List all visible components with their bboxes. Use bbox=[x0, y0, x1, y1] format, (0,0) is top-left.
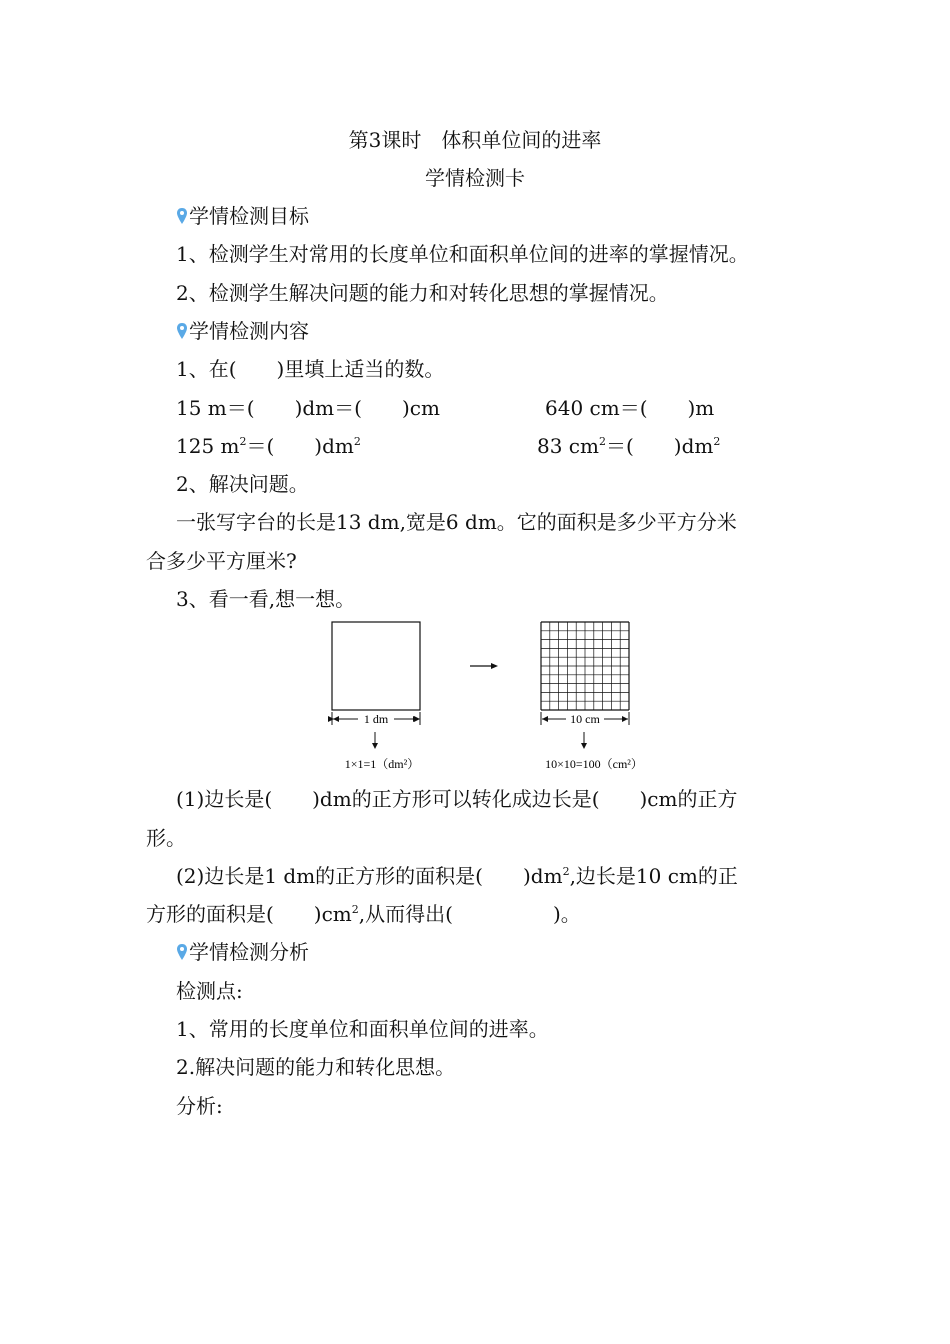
right-formula: 10×10=100（cm²） bbox=[545, 757, 643, 771]
question-1d bbox=[537, 432, 720, 460]
question-1c bbox=[176, 432, 361, 460]
q1c-pre: 125 m bbox=[176, 434, 240, 458]
superscript-2: 2 bbox=[562, 865, 570, 878]
analysis-label: 分析: bbox=[176, 1094, 223, 1118]
superscript-2: 2 bbox=[598, 435, 606, 448]
check-points-label: 检测点: bbox=[176, 979, 243, 1003]
page-subtitle: 学情检测卡 bbox=[425, 166, 525, 190]
q3p2-pre: (2)边长是1 dm的正方形的面积是( )dm bbox=[176, 864, 563, 888]
superscript-2: 2 bbox=[239, 435, 247, 448]
content-section-heading bbox=[176, 317, 309, 345]
q1d-pre: 83 cm bbox=[537, 434, 599, 458]
question-3-part-2 bbox=[176, 862, 738, 890]
left-formula: 1×1=1（dm²） bbox=[344, 757, 420, 771]
question-3-part-1: (1)边长是( )dm的正方形可以转化成边长是( )cm的正方 bbox=[176, 787, 738, 811]
unit-conversion-figure bbox=[320, 612, 660, 777]
location-pin-icon bbox=[176, 207, 188, 225]
analysis-heading-text: 学情检测分析 bbox=[189, 940, 309, 964]
superscript-2: 2 bbox=[351, 903, 359, 916]
question-2-text-cont: 合多少平方厘米? bbox=[146, 549, 297, 573]
q3p2-post: ,边长是10 cm的正 bbox=[569, 864, 738, 888]
goal-section-heading bbox=[176, 202, 309, 230]
question-1-prompt: 1、在( )里填上适当的数。 bbox=[176, 357, 445, 381]
superscript-2: 2 bbox=[353, 435, 361, 448]
location-pin-icon bbox=[176, 322, 188, 340]
goal-heading-text: 学情检测目标 bbox=[189, 204, 309, 228]
q1d-mid: ＝( )dm bbox=[605, 434, 714, 458]
content-heading-text: 学情检测内容 bbox=[189, 319, 309, 343]
one-dm-square bbox=[332, 622, 420, 710]
q3p2-line2-pre: 方形的面积是( )cm bbox=[146, 902, 352, 926]
question-3-part-2-cont bbox=[146, 900, 581, 928]
check-point-item: 1、常用的长度单位和面积单位间的进率。 bbox=[176, 1017, 549, 1041]
q3p2-line2-post: ,从而得出( )。 bbox=[358, 902, 581, 926]
right-dimension-label: 10 cm bbox=[570, 712, 600, 726]
location-pin-icon bbox=[176, 943, 188, 961]
question-1b: 640 cm＝( )m bbox=[545, 396, 715, 420]
ten-cm-grid bbox=[541, 622, 629, 710]
question-2-prompt: 2、解决问题。 bbox=[176, 472, 309, 496]
question-3-part-1-cont: 形。 bbox=[146, 826, 186, 850]
goal-item: 1、检测学生对常用的长度单位和面积单位间的进率的掌握情况。 bbox=[176, 242, 749, 266]
left-dimension-label: 1 dm bbox=[363, 712, 389, 726]
page-title: 第3课时 体积单位间的进率 bbox=[348, 128, 602, 152]
q1c-mid: ＝( )dm bbox=[246, 434, 354, 458]
goal-item: 2、检测学生解决问题的能力和对转化思想的掌握情况。 bbox=[176, 281, 669, 305]
check-point-item: 2.解决问题的能力和转化思想。 bbox=[176, 1055, 456, 1079]
question-3-prompt: 3、看一看,想一想。 bbox=[176, 587, 356, 611]
analysis-section-heading bbox=[176, 938, 309, 966]
question-2-text: 一张写字台的长是13 dm,宽是6 dm。它的面积是多少平方分米 bbox=[176, 510, 737, 534]
question-1a: 15 m＝( )dm＝( )cm bbox=[176, 396, 440, 420]
superscript-2: 2 bbox=[713, 435, 721, 448]
